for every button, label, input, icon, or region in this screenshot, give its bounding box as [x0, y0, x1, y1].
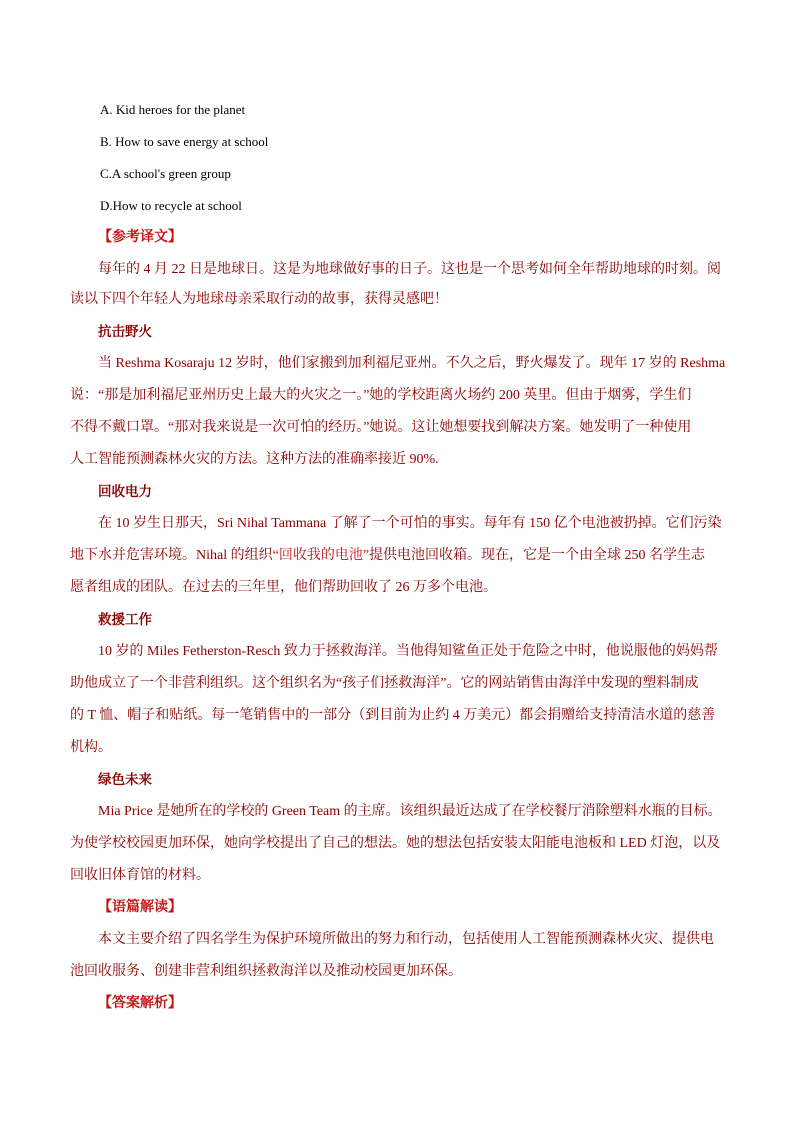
green-line-3: 回收旧体育馆的材料。	[70, 868, 210, 883]
wildfire-line-2: 说：“那是加利福尼亚州历史上最大的火灾之一。”她的学校距离火场约 200 英里。但由于烟雾，学生们	[70, 388, 692, 403]
analysis-line-2: 池回收服务、创建非营利组织拯救海洋以及推动校园更加环保。	[70, 964, 462, 979]
rescue-line-2: 助他成立了一个非营利组织。这个组织名为“孩子们拯救海洋”。它的网站销售由海洋中发现的塑料制成	[70, 676, 699, 691]
green-line-1: Mia Price 是她所在的学校的 Green Team 的主席。该组织最近达成了在学校餐厅消除塑料水瓶的目标。	[98, 804, 722, 819]
wildfire-line-3: 不得不戴口罩。“那对我来说是一次可怕的经历。”她说。这让她想要找到解决方案。她发明了一种使用	[70, 420, 692, 435]
wildfire-line-1: 当 Reshma Kosaraju 12 岁时，他们家搬到加利福尼亚州。不久之后，野火爆发了。现年 17 岁的 Reshma	[98, 356, 726, 371]
option-d: D.How to recycle at school	[100, 198, 242, 213]
rescue-line-4: 机构。	[70, 740, 112, 755]
section-title-green-future: 绿色未来	[98, 772, 152, 787]
recycle-line-2-post: 提供电池回收箱。现在，它是一个由全球 250 名学生志	[369, 548, 706, 563]
option-b: B. How to save energy at school	[100, 134, 269, 149]
analysis-header: 【语篇解读】	[98, 900, 182, 915]
option-a: A. Kid heroes for the planet	[100, 102, 246, 117]
translation-header: 【参考译文】	[98, 230, 182, 245]
section-title-rescue: 救援工作	[98, 612, 152, 627]
rescue-line-1: 10 岁的 Miles Fetherston-Resch 致力于拯救海洋。当他得知鲨鱼正处于危险之中时，他说服他的妈妈帮	[98, 644, 718, 659]
recycle-line-1: 在 10 岁生日那天，Sri Nihal Tammana 了解了一个可怕的事实。每年有 150 亿个电池被扔掉。它们污染	[98, 516, 722, 531]
answer-header: 【答案解析】	[98, 996, 182, 1011]
section-title-wildfire: 抗击野火	[98, 324, 152, 339]
recycle-line-2	[70, 546, 705, 566]
wildfire-line-4: 人工智能预测森林火灾的方法。这种方法的准确率接近 90%.	[70, 452, 439, 467]
recycle-line-2-pre: 地下水并危害环境。Nihal 的组织	[70, 548, 273, 563]
intro-line-1: 每年的 4 月 22 日是地球日。这是为地球做好事的日子。这也是一个思考如何全年帮助地球的时刻。阅	[98, 262, 721, 277]
option-c: C.A school's green group	[100, 166, 231, 181]
intro-line-2: 读以下四个年轻人为地球母亲采取行动的故事，获得灵感吧！	[70, 292, 448, 307]
section-title-recycle: 回收电力	[98, 484, 152, 499]
green-line-2: 为使学校校园更加环保，她向学校提出了自己的想法。她的想法包括安装太阳能电池板和 LED 灯泡，以及	[70, 836, 721, 851]
analysis-line-1: 本文主要介绍了四名学生为保护环境所做出的努力和行动，包括使用人工智能预测森林火灾、提供电	[98, 932, 714, 947]
recycle-line-3: 愿者组成的团队。在过去的三年里，他们帮助回收了 26 万多个电池。	[70, 580, 497, 595]
rescue-line-3: 的 T 恤、帽子和贴纸。每一笔销售中的一部分（到目前为止约 4 万美元）都会捐赠给支持清洁水道的慈善	[70, 708, 716, 723]
battery-org-name: “回收我的电池”	[272, 548, 370, 563]
